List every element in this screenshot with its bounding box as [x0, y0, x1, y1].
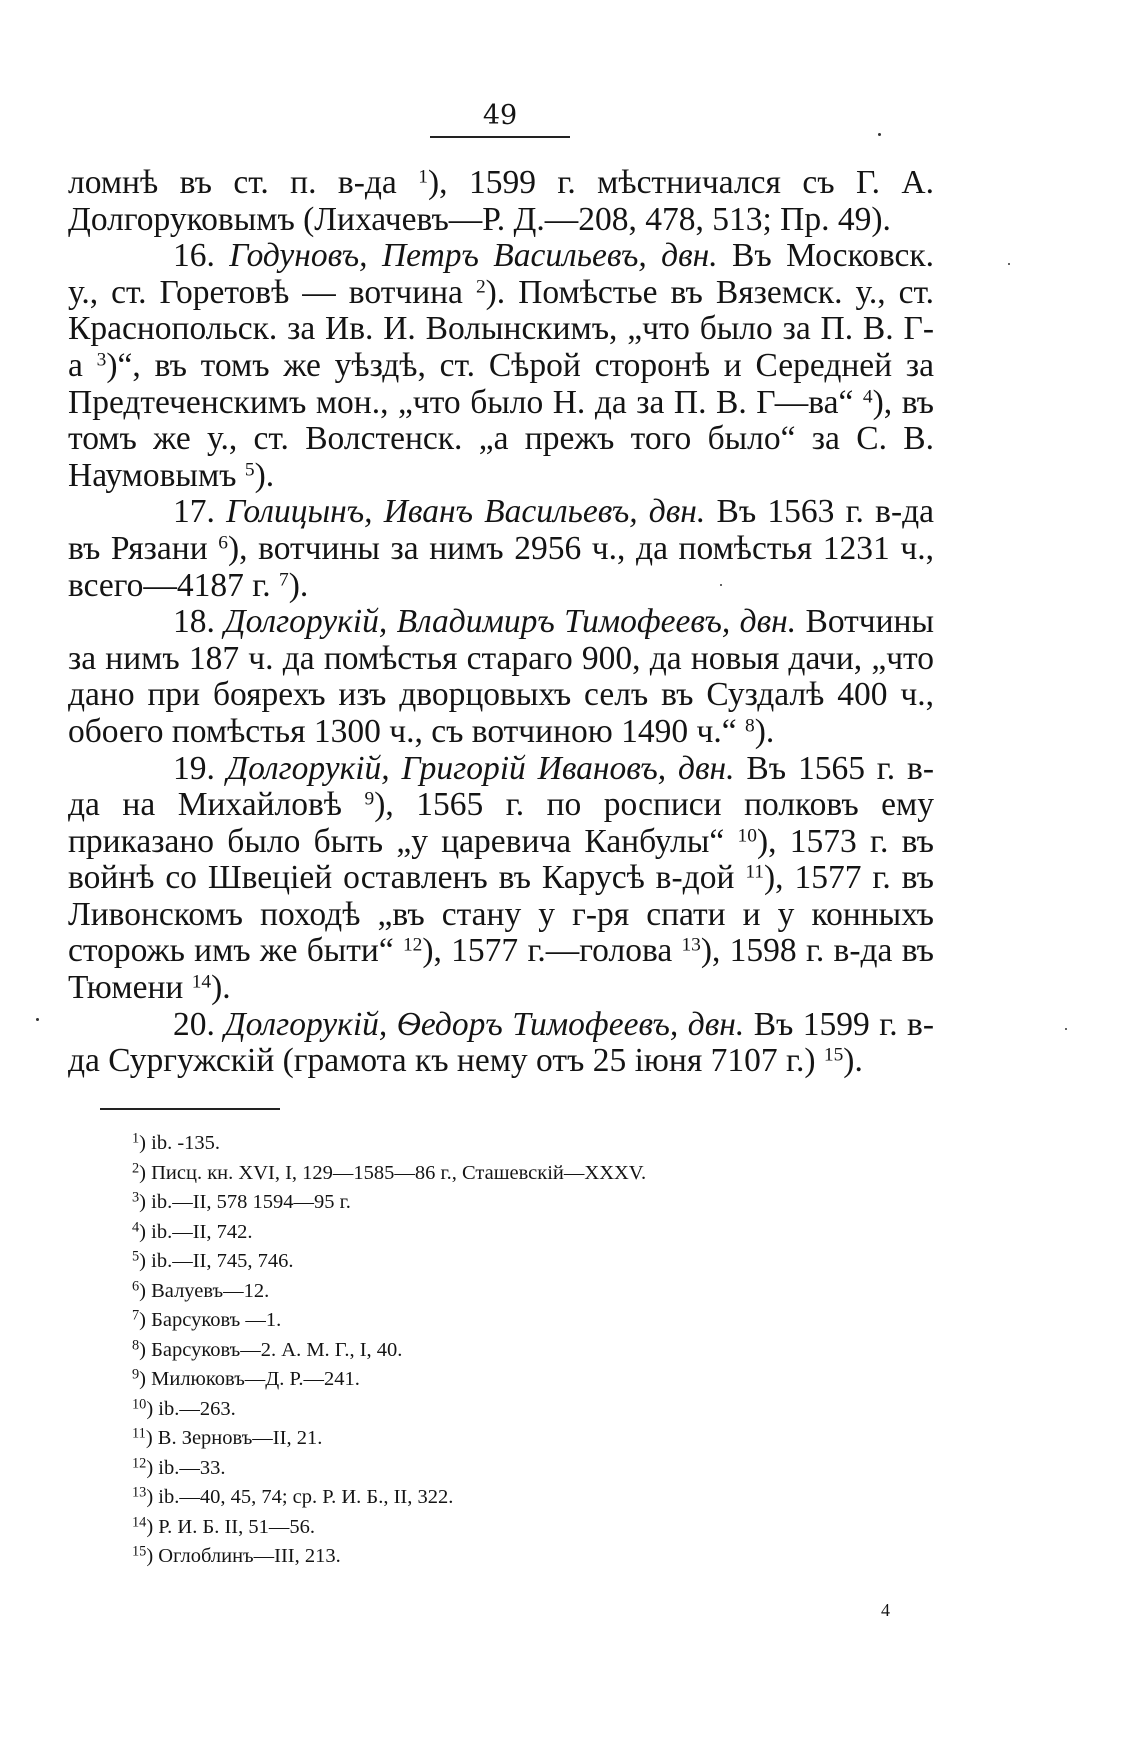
footnote-ref: 15	[823, 1044, 844, 1066]
footnote	[132, 1188, 892, 1218]
footnote-number: 5	[132, 1248, 140, 1265]
footnote-text: ) ib.—263.	[146, 1397, 236, 1420]
footnote-text: ) ib. -135.	[139, 1132, 221, 1154]
footnote-text: ) ib.—II, 742.	[139, 1220, 253, 1243]
footnote	[132, 1336, 892, 1366]
text-run: ), 1577 г. въ Ливонскомъ походѣ „въ стану у г-ря спати и у конныхъ сторожь имъ же быти“	[68, 859, 934, 970]
footnote-ref: 10	[737, 825, 757, 847]
footnote-text: ) В. Зерновъ—II, 21.	[145, 1427, 323, 1449]
text-run: 20.	[173, 1005, 225, 1043]
footnote	[132, 1483, 892, 1513]
text-run: ), въ томъ же у., ст. Волстенск. „а прежъ того было“ за С. В. Наумовымъ	[68, 383, 935, 494]
page-number: 49	[430, 96, 570, 138]
scan-speck	[878, 133, 881, 136]
text-run: Въ 1563 г. в-да въ Рязани	[68, 493, 935, 567]
entry-name: Годуновъ, Петръ Васильевъ, двн.	[229, 237, 718, 275]
footnote-ref: 5	[244, 459, 255, 481]
entry-name: Голицынъ, Иванъ Васильевъ, двн.	[226, 493, 706, 531]
text-run: Въ 1599 г. в-да Сургужскій (грамота къ нему отъ 25 іюня 7107 г.)	[68, 1005, 935, 1080]
scan-speck	[720, 584, 722, 586]
footnote-ref: 11	[745, 861, 765, 883]
footnote-number: 4	[132, 1219, 140, 1236]
footnote	[132, 1247, 892, 1277]
footnote-number: 15	[132, 1543, 147, 1560]
footnote-ref: 13	[681, 934, 701, 956]
footnote-ref: 12	[402, 934, 423, 956]
footnote-number: 1	[132, 1130, 140, 1147]
scan-speck	[1008, 263, 1010, 265]
text-run: ).	[754, 712, 775, 750]
footnote-text: ) ib.—II, 745, 746.	[139, 1250, 294, 1272]
footnote-ref: 1	[418, 166, 428, 188]
footnote	[132, 1277, 892, 1307]
text-run: ).	[288, 566, 309, 604]
text-run: ), 1598 г. в-да въ Тюмени	[68, 932, 934, 1007]
entry-name: Долгорукій, Владимиръ Тимофеевъ, двн.	[224, 603, 797, 641]
scan-speck	[36, 1018, 39, 1021]
footnote	[132, 1454, 892, 1484]
main-text	[68, 165, 934, 1080]
footnote-text: ) Валуевъ—12.	[139, 1279, 270, 1302]
footnote-number: 10	[132, 1396, 147, 1413]
footnote-number: 14	[132, 1514, 147, 1531]
text-run: )“, въ томъ же уѣздѣ, ст. Сѣрой сторонѣ и Середней за Предтеченскимъ мон., „что было Н. да за П. В. Г—ва“	[68, 346, 934, 421]
footnote	[132, 1542, 892, 1572]
footnote	[132, 1424, 892, 1454]
footnote-number: 12	[132, 1455, 147, 1472]
footnote	[132, 1365, 892, 1395]
footnote-ref: 4	[862, 385, 873, 407]
entry-name: Долгорукій, Ѳедоръ Тимофеевъ, двн.	[224, 1005, 745, 1043]
text-run: ).	[211, 969, 231, 1007]
scan-speck	[1065, 1028, 1067, 1030]
footnote-text: ) Оглоблинъ—III, 213.	[146, 1545, 341, 1567]
footnote-text: ) Милюковъ—Д. Р.—241.	[139, 1368, 360, 1390]
footnote-number: 8	[132, 1337, 140, 1354]
footnote-ref: 8	[745, 715, 755, 737]
text-run: 17.	[173, 493, 227, 531]
footnote	[132, 1218, 892, 1248]
footnote-number: 3	[132, 1189, 140, 1206]
paragraph	[68, 494, 934, 604]
text-run: Вотчины за нимъ 187 ч. да помѣстья стараго 900, да новыя дачи, „что дано при боярехъ изъ дворцовыхъ селъ въ Суздалѣ 400 ч., обоего помѣстья 1300 ч., съ вотчиною 1490 ч.“	[68, 603, 934, 750]
text-run: Въ 1565 г. в-да на Михайловѣ	[68, 749, 934, 824]
signature-mark: 4	[881, 1600, 890, 1620]
footnote-number: 2	[132, 1160, 140, 1177]
footnote	[132, 1306, 892, 1336]
text-run: ), 1565 г. по росписи полковъ ему приказано было быть „у царевича Канбулы“	[68, 786, 934, 860]
footnote-ref: 3	[96, 349, 107, 371]
footnote-number: 6	[132, 1278, 140, 1295]
paragraph	[68, 604, 934, 750]
entry-name: Долгорукій, Григорій Ивановъ, двн.	[226, 749, 735, 787]
footnote-ref: 9	[364, 788, 375, 810]
text-run: 19.	[173, 749, 227, 787]
text-run: 16.	[173, 237, 230, 275]
footnote-ref: 14	[191, 971, 212, 993]
text-run: 18.	[173, 603, 225, 641]
footnote	[132, 1513, 892, 1543]
footnote-text: ) Барсуковъ—2. А. М. Г., I, 40.	[139, 1338, 403, 1361]
text-run: ломнѣ въ ст. п. в-да	[68, 164, 419, 201]
footnote-number: 9	[132, 1366, 140, 1383]
paragraph	[68, 1007, 934, 1080]
footnote-separator	[100, 1108, 280, 1110]
text-run: ), 1573 г. въ войнѣ со Швеціей оставленъ въ Карусѣ в-дой	[68, 822, 934, 897]
text-run: ). Помѣстье въ Вяземск. у., ст. Краснопольск. за Ив. И. Волынскимъ, „что было за П. В. Г-а	[68, 273, 934, 384]
footnote-text: ) Писц. кн. XVI, I, 129—1585—86 г., Сташевскій—XXXV.	[139, 1161, 647, 1184]
footnotes	[132, 1129, 892, 1572]
footnote	[132, 1159, 892, 1189]
footnote	[132, 1129, 892, 1159]
footnote-ref: 7	[279, 568, 289, 590]
text-run: ).	[254, 456, 275, 494]
footnote-text: ) ib.—40, 45, 74; ср. Р. И. Б., II, 322.	[146, 1486, 454, 1508]
paragraph	[68, 238, 934, 494]
footnote-text: ) Барсуковъ —1.	[139, 1309, 282, 1331]
text-run: ), 1599 г. мѣстничался съ Г. А. Долгоруковымъ (Лихачевъ—Р. Д.—208, 478, 513; Пр. 49).	[68, 164, 934, 238]
footnote-ref: 2	[475, 276, 486, 298]
paragraph	[68, 165, 934, 238]
footnote-number: 13	[132, 1484, 147, 1501]
text-run: ), вотчины за нимъ 2956 ч., да помѣстья 1231 ч., всего—4187 г.	[68, 529, 934, 604]
footnote-number: 7	[132, 1307, 140, 1324]
footnote-text: ) ib.—II, 578 1594—95 г.	[139, 1191, 351, 1213]
text-run: Въ Московск. у., ст. Горетовѣ — вотчина	[68, 237, 934, 311]
text-run: ).	[843, 1042, 863, 1080]
paragraph	[68, 751, 934, 1007]
footnote-text: ) Р. И. Б. II, 51—56.	[146, 1515, 315, 1538]
footnote	[132, 1395, 892, 1425]
footnote-ref: 6	[218, 532, 228, 554]
footnote-number: 11	[132, 1425, 146, 1442]
text-run: ), 1577 г.—голова	[422, 932, 682, 970]
footnote-text: ) ib.—33.	[146, 1456, 226, 1479]
